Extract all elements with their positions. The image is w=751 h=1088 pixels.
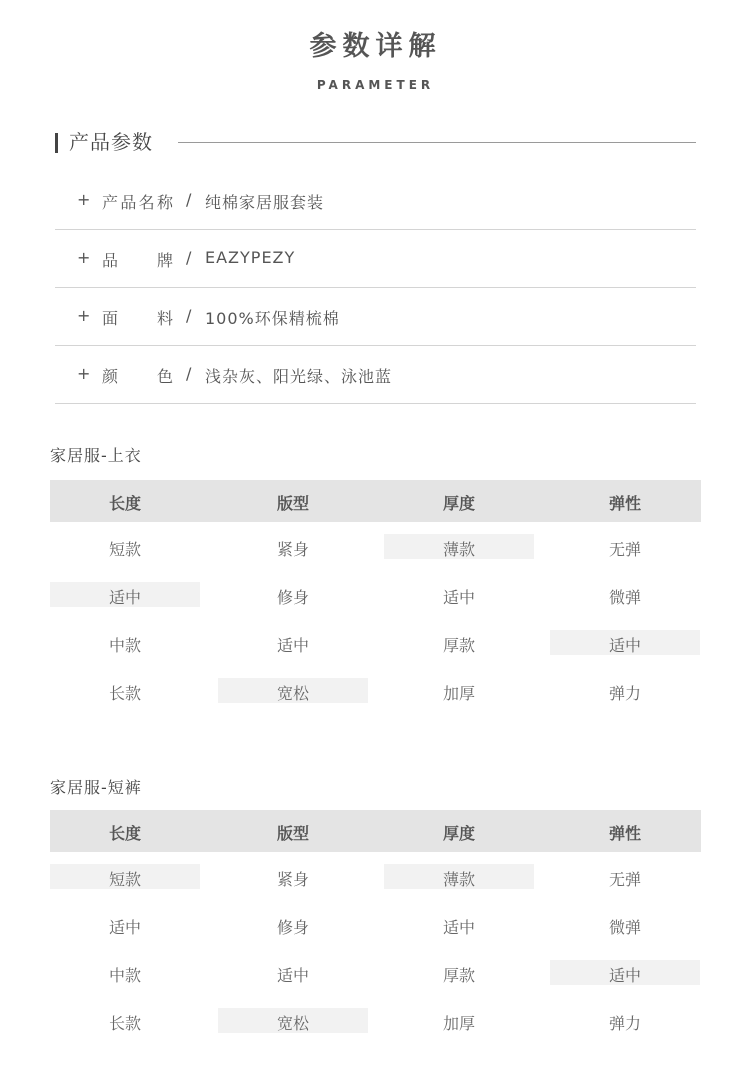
param-label-char: 产 [102, 193, 120, 212]
spec-table [50, 480, 701, 714]
table-cell-text: 紧身 [276, 540, 309, 559]
table-cell-text: 中款 [108, 636, 141, 655]
param-row [55, 172, 696, 230]
param-label-char: 色 [156, 367, 174, 386]
table-cell [50, 960, 200, 985]
section-divider [178, 142, 696, 143]
table-cell [218, 582, 368, 607]
param-value: 100%环保精梳棉 [205, 309, 340, 328]
table-row [50, 852, 701, 900]
param-label-char: 颜 [102, 367, 120, 386]
section-title: 产品参数 [69, 130, 153, 154]
product-section-header [55, 128, 696, 158]
table-cell-text: 紧身 [276, 870, 309, 889]
param-value: EAZYPEZY [205, 248, 296, 267]
table-cell-text: 弹力 [608, 1014, 641, 1033]
table-cell [550, 864, 700, 889]
table-row [50, 522, 701, 570]
table-cell [218, 960, 368, 985]
table-cell-text: 修身 [276, 918, 309, 937]
param-separator: / [186, 306, 192, 325]
table-cell [218, 630, 368, 655]
table-cell-text: 适中 [442, 588, 475, 607]
table-cell-text: 短款 [108, 870, 141, 889]
table-cell-text: 微弹 [608, 588, 641, 607]
table-cell-text: 适中 [276, 636, 309, 655]
table-cell [218, 912, 368, 937]
table-header-cell: 版型 [276, 824, 309, 843]
table-cell-selected [384, 864, 534, 889]
table-cell-text: 长款 [108, 684, 141, 703]
table-cell-selected [50, 864, 200, 889]
table-row [50, 618, 701, 666]
param-separator: / [186, 190, 192, 209]
table-cell-text: 弹力 [608, 684, 641, 703]
table-cell [384, 912, 534, 937]
table-row [50, 570, 701, 618]
table-cell-selected [384, 534, 534, 559]
table-cell-text: 中款 [108, 966, 141, 985]
table-cell [384, 582, 534, 607]
table-cell [550, 678, 700, 703]
table-cell [384, 960, 534, 985]
param-label-char: 名 [138, 193, 156, 212]
table-cell-text: 微弹 [608, 918, 641, 937]
table-cell-text: 适中 [276, 966, 309, 985]
table-header-row [50, 480, 701, 522]
param-value: 纯棉家居服套装 [205, 193, 325, 212]
table-cell [218, 534, 368, 559]
table-cell-text: 短款 [108, 540, 141, 559]
table-header-cell: 长度 [108, 824, 141, 843]
page-title: 参数详解 [309, 31, 442, 62]
table-cell [384, 630, 534, 655]
plus-icon: + [77, 248, 91, 267]
table-cell-text: 宽松 [276, 684, 309, 703]
param-separator: / [186, 364, 192, 383]
table-header-cell: 厚度 [442, 824, 475, 843]
table-cell [50, 1008, 200, 1033]
table-cell [218, 864, 368, 889]
table-cell [550, 1008, 700, 1033]
param-label-char: 面 [102, 309, 120, 328]
table-cell-text: 薄款 [442, 540, 475, 559]
plus-icon: + [77, 306, 91, 325]
table-cell [50, 630, 200, 655]
param-label [102, 190, 174, 213]
table-cell-text: 适中 [108, 588, 141, 607]
param-label [102, 248, 174, 271]
table-cell [50, 912, 200, 937]
param-separator: / [186, 248, 192, 267]
table-cell-text: 厚款 [442, 966, 475, 985]
param-row [55, 346, 696, 404]
table-row [50, 948, 701, 996]
table-title: 家居服-上衣 [50, 446, 142, 465]
table-cell [384, 678, 534, 703]
param-label-char: 称 [156, 193, 174, 212]
table-row [50, 996, 701, 1044]
table-cell-text: 厚款 [442, 636, 475, 655]
table-cell-text: 长款 [108, 1014, 141, 1033]
table-cell [550, 912, 700, 937]
table-cell-selected [550, 630, 700, 655]
table-cell-text: 加厚 [442, 684, 475, 703]
table-cell-text: 修身 [276, 588, 309, 607]
plus-icon: + [77, 364, 91, 383]
table-cell-text: 适中 [442, 918, 475, 937]
table-header-cell: 弹性 [608, 494, 641, 513]
param-label-char: 品 [102, 251, 120, 270]
table-cell-text: 无弹 [608, 870, 641, 889]
param-label-char: 牌 [156, 251, 174, 270]
table-cell-text: 宽松 [276, 1014, 309, 1033]
table-cell-text: 加厚 [442, 1014, 475, 1033]
page-subtitle: PARAMETER [316, 78, 435, 92]
param-value: 浅杂灰、阳光绿、泳池蓝 [205, 367, 393, 386]
table-cell-text: 适中 [108, 918, 141, 937]
table-cell [50, 534, 200, 559]
table-header-row [50, 810, 701, 852]
param-row [55, 288, 696, 346]
param-label-char: 料 [156, 309, 174, 328]
table-title: 家居服-短裤 [50, 778, 142, 797]
table-cell-selected [50, 582, 200, 607]
table-cell [50, 678, 200, 703]
param-row [55, 230, 696, 288]
product-params-list [55, 172, 696, 404]
table-header-cell: 弹性 [608, 824, 641, 843]
plus-icon: + [77, 190, 91, 209]
table-cell [550, 582, 700, 607]
table-header-cell: 厚度 [442, 494, 475, 513]
table-header-cell: 版型 [276, 494, 309, 513]
section-marker [55, 133, 58, 153]
table-row [50, 900, 701, 948]
table-row [50, 666, 701, 714]
spec-table [50, 810, 701, 1044]
table-cell-text: 薄款 [442, 870, 475, 889]
table-cell-text: 适中 [608, 966, 641, 985]
param-label [102, 364, 174, 387]
param-label [102, 306, 174, 329]
param-label-char: 品 [120, 193, 138, 212]
table-cell-selected [550, 960, 700, 985]
table-cell [384, 1008, 534, 1033]
table-cell-text: 无弹 [608, 540, 641, 559]
table-cell-text: 适中 [608, 636, 641, 655]
table-header-cell: 长度 [108, 494, 141, 513]
table-cell [550, 534, 700, 559]
table-cell-selected [218, 1008, 368, 1033]
table-cell-selected [218, 678, 368, 703]
